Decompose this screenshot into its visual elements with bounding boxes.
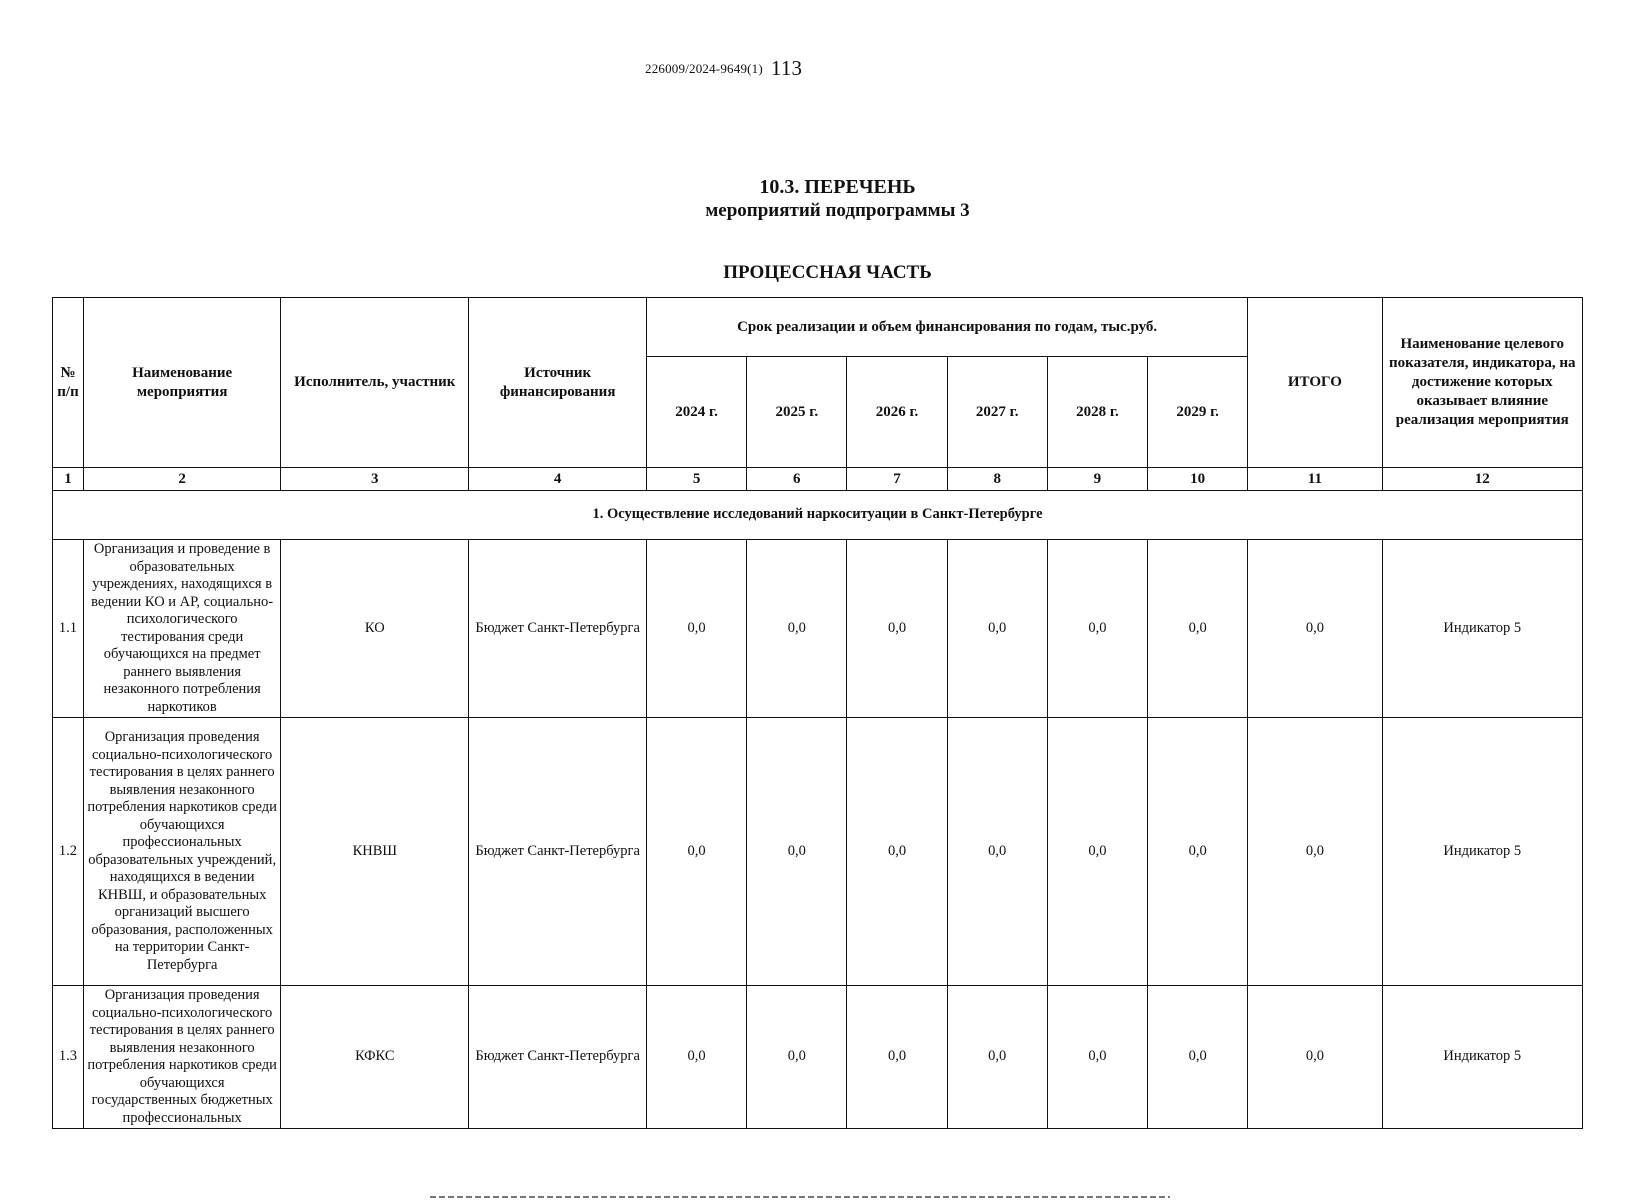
activity-name: Организация проведения социально-психологического тестирования в целях раннего выявления незаконного потребления наркотиков среди обучающихся государственных бюджетных профессиональных [83,986,280,1129]
section-row [53,491,1583,540]
year-value: 0,0 [947,986,1047,1129]
title-line-2: мероприятий подпрограммы 3 [705,200,970,221]
title-line-1: 10.3. ПЕРЕЧЕНЬ [759,176,916,198]
column-number: 5 [647,468,747,491]
col-header-year: 2025 г. [747,357,847,468]
year-value: 0,0 [647,540,747,718]
year-value: 0,0 [847,986,947,1129]
col-header-year: 2024 г. [647,357,747,468]
total-value: 0,0 [1248,986,1382,1129]
column-number: 12 [1382,468,1582,491]
indicator: Индикатор 5 [1382,986,1582,1129]
activities-table [52,297,1583,1129]
year-value: 0,0 [1047,986,1147,1129]
scan-artifact-rule [430,1196,1170,1198]
column-number: 2 [83,468,280,491]
col-header-total: ИТОГО [1248,298,1382,468]
column-number: 11 [1248,468,1382,491]
column-number: 8 [947,468,1047,491]
col-header-num: № п/п [53,298,84,468]
col-header-period-group: Срок реализации и объем финансирования по годам, тыс.руб. [647,298,1248,357]
col-header-executor: Исполнитель, участник [281,298,469,468]
year-value: 0,0 [1148,986,1248,1129]
col-header-indicator: Наименование целевого показателя, индикатора, на достижение которых оказывает влияние реализация мероприятия [1382,298,1582,468]
year-value: 0,0 [747,718,847,986]
funding-source: Бюджет Санкт-Петербурга [469,718,647,986]
executor: КНВШ [281,718,469,986]
indicator: Индикатор 5 [1382,718,1582,986]
column-number: 6 [747,468,847,491]
funding-source: Бюджет Санкт-Петербурга [469,540,647,718]
document-registration-number [645,56,802,81]
year-value: 0,0 [847,718,947,986]
table-row [53,986,1583,1129]
page-number: 113 [770,56,803,80]
row-number: 1.2 [53,718,84,986]
table-row [53,540,1583,718]
year-value: 0,0 [1148,718,1248,986]
year-value: 0,0 [947,540,1047,718]
year-value: 0,0 [947,718,1047,986]
year-value: 0,0 [647,718,747,986]
row-number: 1.1 [53,540,84,718]
section-heading: ПРОЦЕССНАЯ ЧАСТЬ [723,262,932,283]
indicator: Индикатор 5 [1382,540,1582,718]
col-header-year: 2026 г. [847,357,947,468]
year-value: 0,0 [647,986,747,1129]
year-value: 0,0 [1148,540,1248,718]
col-header-year: 2027 г. [947,357,1047,468]
col-header-year: 2028 г. [1047,357,1147,468]
column-number: 7 [847,468,947,491]
column-number: 3 [281,468,469,491]
funding-source: Бюджет Санкт-Петербурга [469,986,647,1129]
year-value: 0,0 [847,540,947,718]
column-numbers-row [53,468,1583,491]
column-number: 1 [53,468,84,491]
activity-name: Организация проведения социально-психологического тестирования в целях раннего выявления незаконного потребления наркотиков среди обучающихся профессиональных образовательных учреждений, находящихся в ведении КНВШ, и образовательных организаций высшего образования, расположенных на территории Санкт-Петербурга [83,718,280,986]
executor: КФКС [281,986,469,1129]
year-value: 0,0 [747,540,847,718]
registration-number-text: 226009/2024-9649(1) [645,61,763,76]
col-header-year: 2029 г. [1148,357,1248,468]
year-value: 0,0 [1047,540,1147,718]
section-title: 1. Осуществление исследований наркоситуации в Санкт-Петербурге [53,491,1583,540]
total-value: 0,0 [1248,540,1382,718]
table-row [53,718,1583,986]
table-header-row [53,298,1583,357]
column-number: 4 [469,468,647,491]
row-number: 1.3 [53,986,84,1129]
column-number: 10 [1148,468,1248,491]
total-value: 0,0 [1248,718,1382,986]
year-value: 0,0 [747,986,847,1129]
executor: КО [281,540,469,718]
col-header-source: Источник финансирования [469,298,647,468]
col-header-name: Наименование мероприятия [83,298,280,468]
document-title [0,176,1635,222]
activity-name: Организация и проведение в образовательных учреждениях, находящихся в ведении КО и АР, социально-психологического тестирования среди обучающихся на предмет раннего выявления незаконного потребления наркотиков [83,540,280,718]
year-value: 0,0 [1047,718,1147,986]
column-number: 9 [1047,468,1147,491]
